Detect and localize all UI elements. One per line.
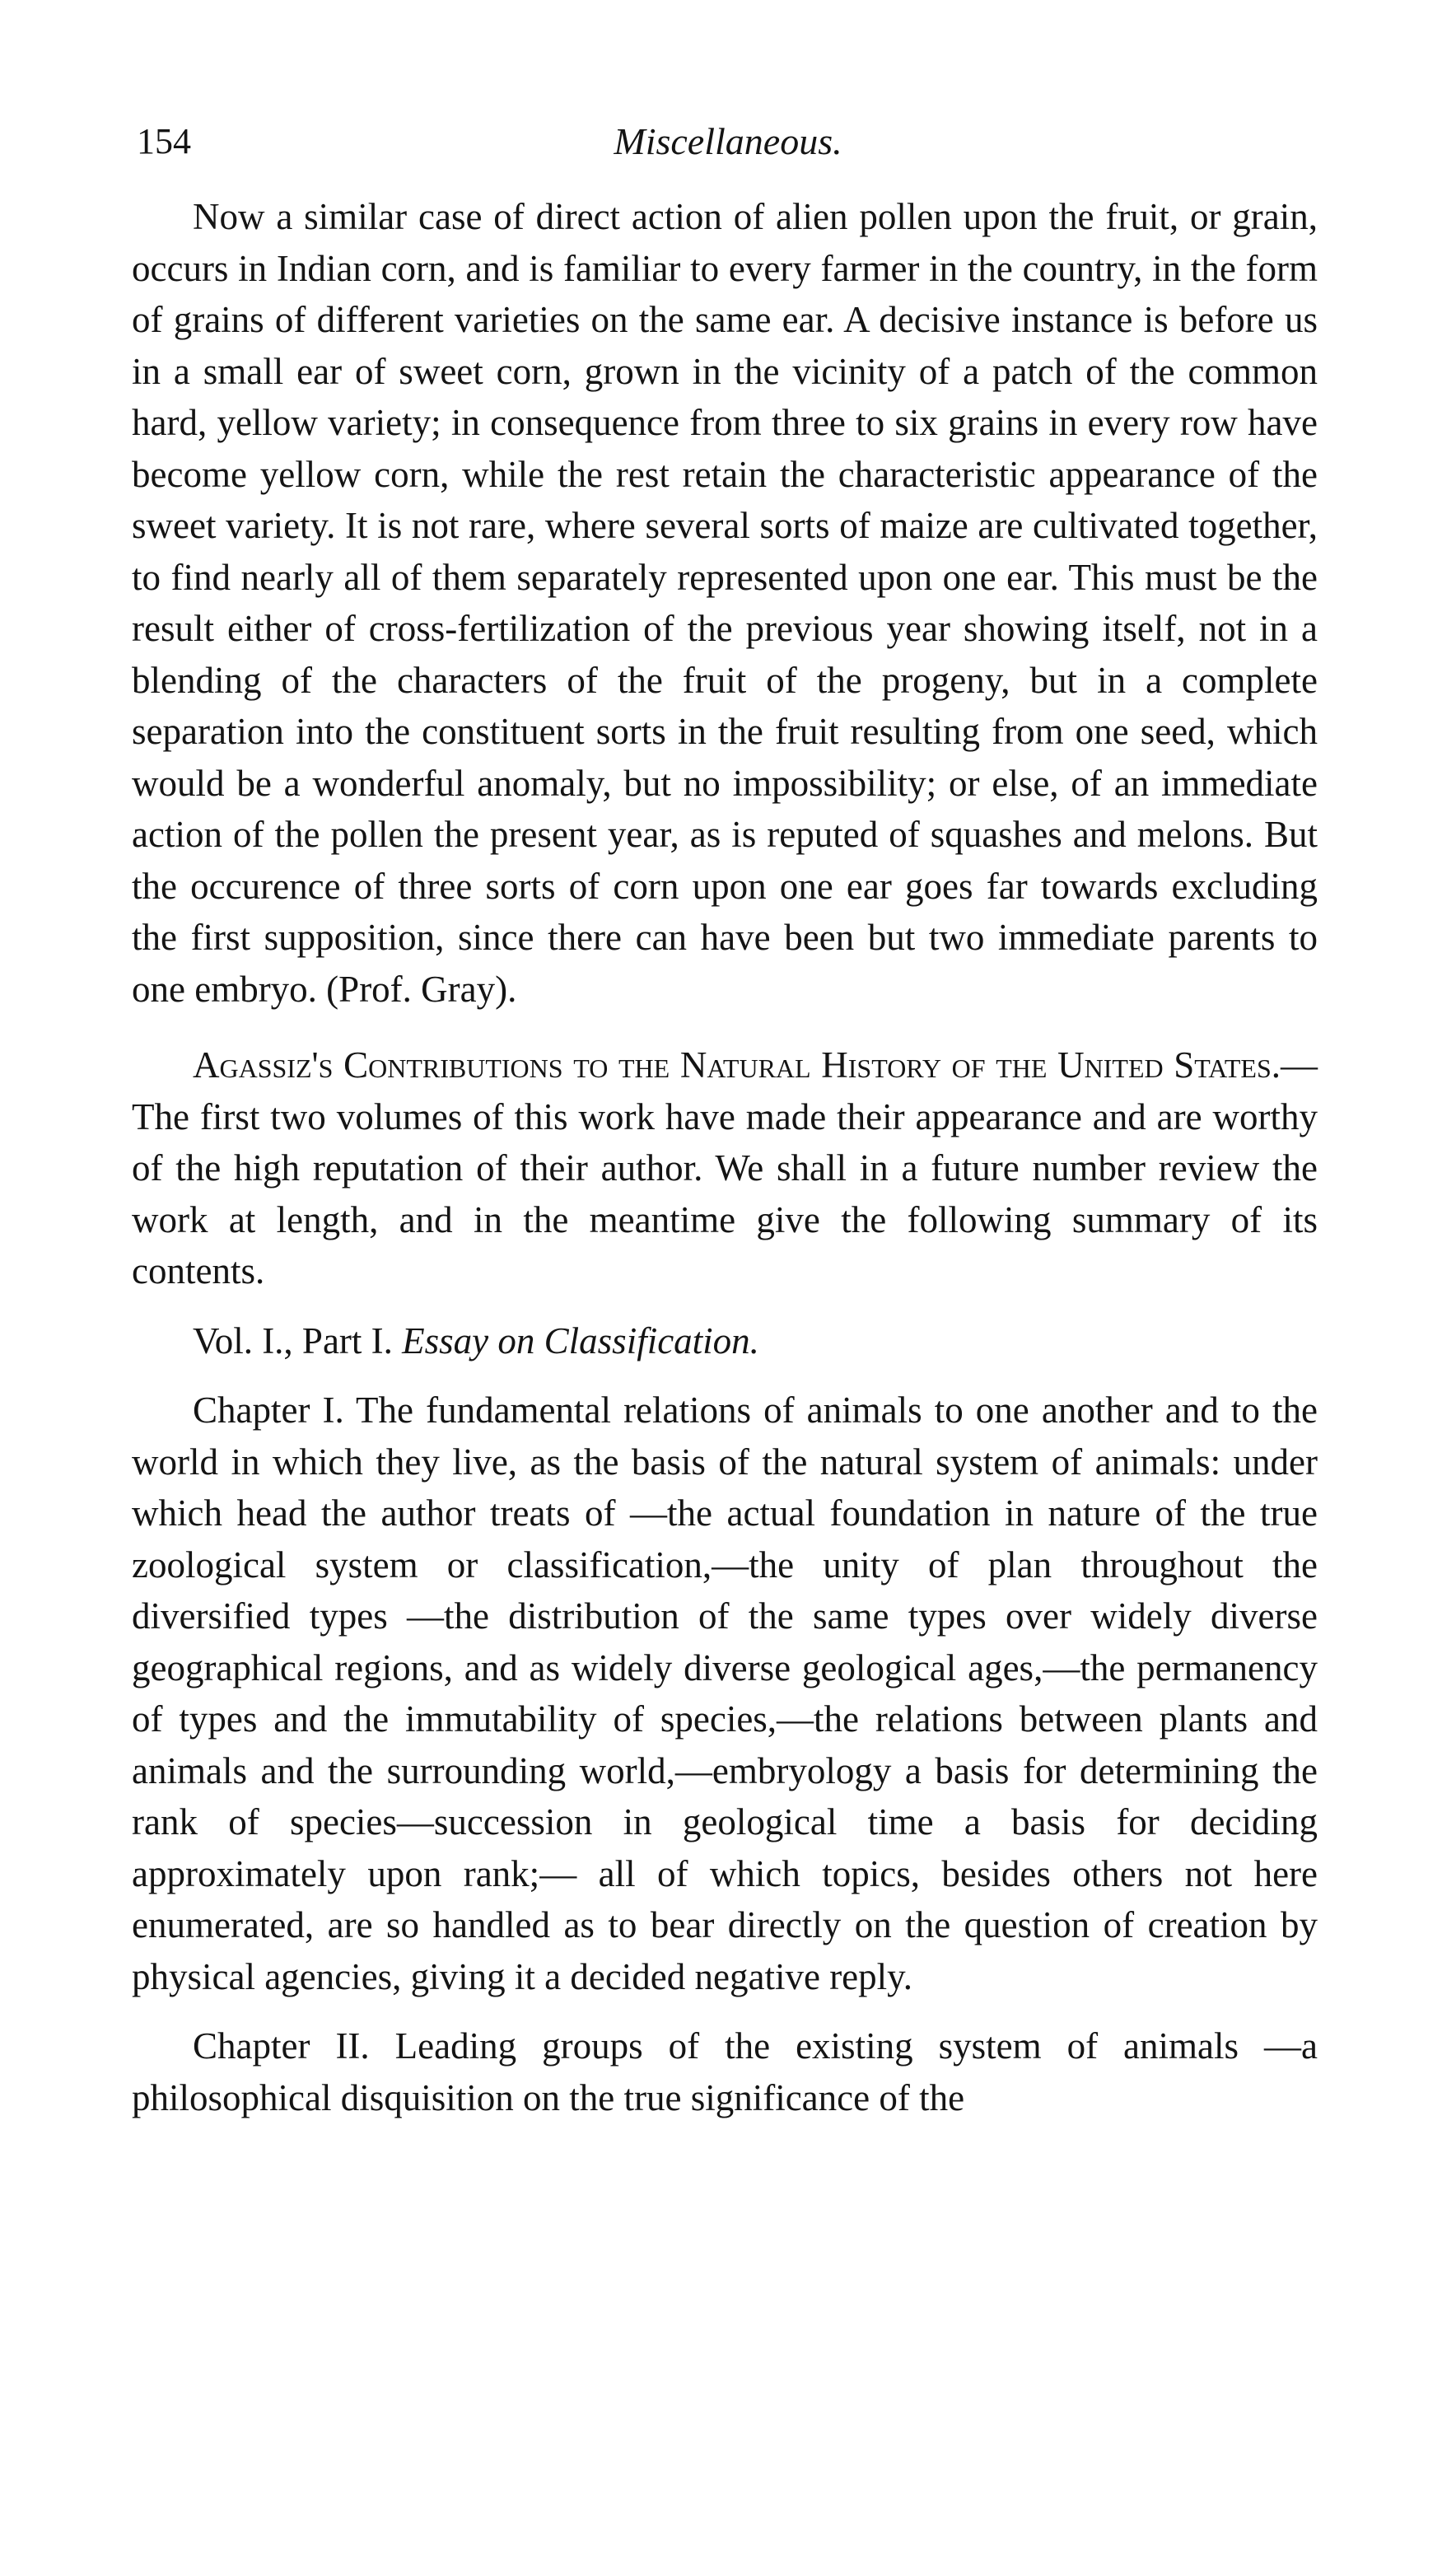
- part-label: Vol. I., Part I.: [193, 1319, 393, 1361]
- paragraph-indian-corn: Now a similar case of direct action of alien pollen upon the fruit, or grain, occurs in Indian corn, and is familiar to every farmer in the country, in the form of grains of different varieties on the same ear. A decisive instance is before us in a small ear of sweet corn, grown in the vicinity of a patch of the common hard, yellow variety; in consequence from three to six grains in every row have become yellow corn, while the rest retain the characteristic appearance of the sweet variety. It is not rare, where several sorts of maize are cultivated together, to find nearly all of them separately represented upon one ear. This must be the result either of cross-fertilization of the previous year showing itself, not in a blending of the characters of the fruit of the progeny, but in a complete separation into the constituent sorts in the fruit resulting from one seed, which would be a wonderful anomaly, but no impossibility; or else, of an immediate action of the pollen the present year, as is reputed of squashes and melons. But the occurence of three sorts of corn upon one ear goes far towards excluding the first supposition, since there can have been but two immediate parents to one embryo. (Prof. Gray).: [132, 196, 1318, 1010]
- page-number: 154: [137, 121, 191, 161]
- paragraph-agassiz-notice: [132, 1039, 1318, 1297]
- agassiz-text: —The first two volumes of this work have made their appearance and are worthy of the high reputation of their author. We shall in a future number review the work at length, and in the meantime give the following summary of its contents.: [132, 1044, 1318, 1291]
- part-title: Essay on Classification.: [402, 1319, 759, 1361]
- agassiz-heading: Agassiz's Contributions to the Natural History of the United States.: [193, 1044, 1281, 1086]
- paragraph-part-title: [132, 1315, 1318, 1367]
- running-head: [137, 115, 1319, 168]
- paragraph-chapter-1: Chapter I. The fundamental relations of animals to one another and to the world in which they live, as the basis of the natural system of animals: under which head the author treats of —the actual foundation in nature of the true zoological system or classification,—the unity of plan throughout the diversified types —the distribution of the same types over widely diverse geographical regions, and as widely diverse geological ages,—the permanency of types and the immutability of species,—the relations between plants and animals and the surrounding world,—embryology a basis for determining the rank of species—succession in geological time a basis for deciding approximately upon rank;— all of which topics, besides others not here enumerated, are so handled as to bear directly on the question of creation by physical agencies, giving it a decided negative reply.: [132, 1389, 1318, 1997]
- running-title: Miscellaneous.: [614, 120, 842, 162]
- paragraph-chapter-2: Chapter II. Leading groups of the existing system of animals —a philosophical disquisition on the true significance of the: [132, 2025, 1318, 2118]
- body-text: [132, 191, 1318, 2123]
